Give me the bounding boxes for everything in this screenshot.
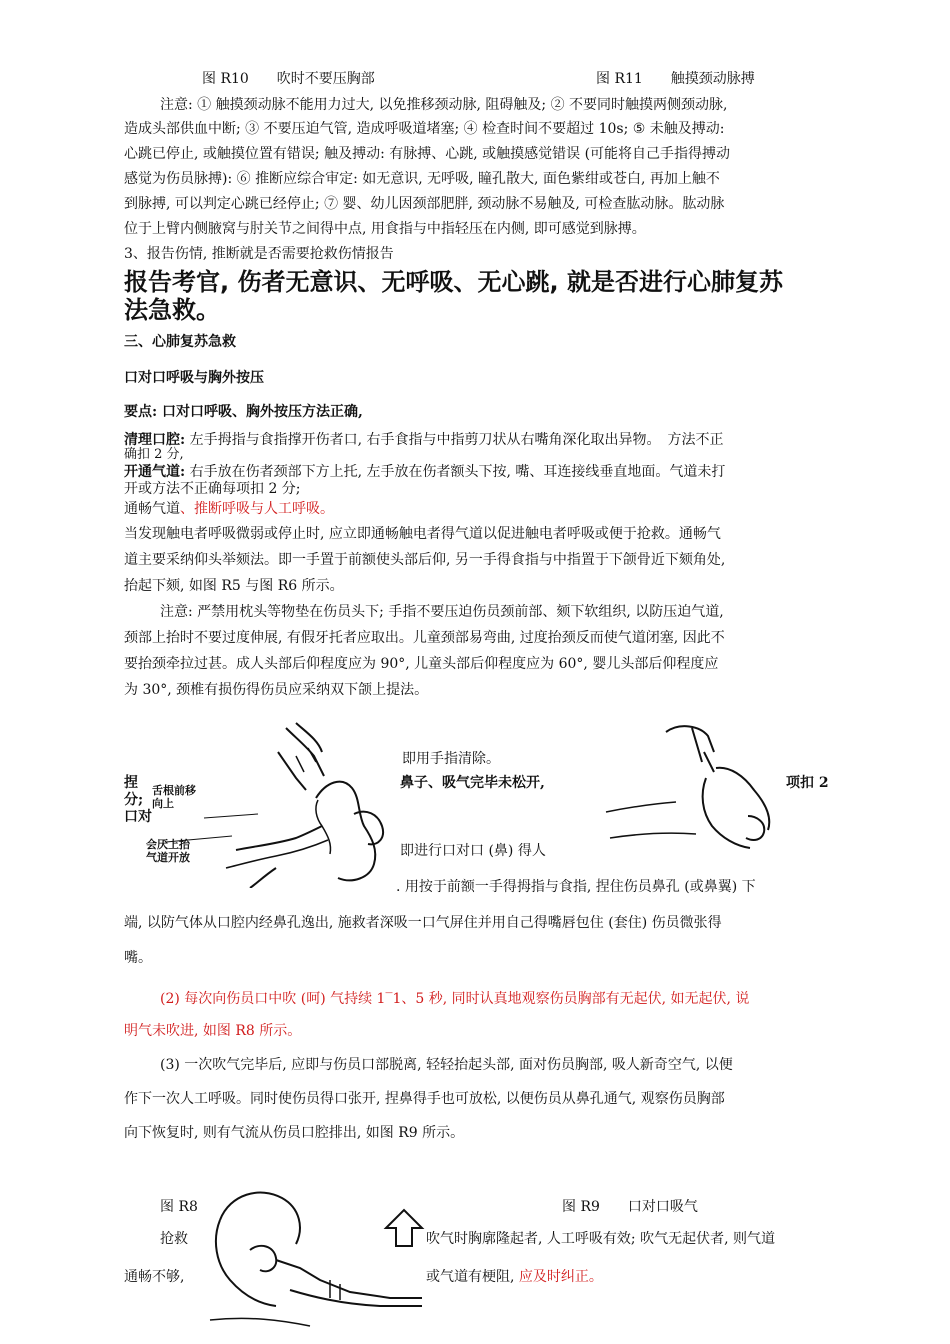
bottom-l1a: 抢救	[160, 1231, 188, 1247]
figure-chin-lift	[596, 712, 786, 862]
open-label: 开通气道:	[124, 464, 186, 480]
caption-r8: 图 R8	[160, 1199, 198, 1215]
label-epiglottis: 会厌上抬气道开放	[146, 838, 190, 864]
report-line-2: 法急救。	[124, 296, 220, 324]
clean-mouth-line-1	[124, 432, 724, 448]
airway-heading-a: 通畅气道	[124, 501, 180, 517]
note2-line-1: 注意: 严禁用枕头等物垫在伤员头下; 手指不要压迫伤员颈前部、颏下软组织, 以防压迫气道,	[160, 604, 724, 620]
overlap-b: 鼻子、吸气完毕未松开,	[400, 775, 545, 791]
open-text: 右手放在伤者颈部下方上托, 左手放在伤者额头下按, 嘴、耳连接线垂直地面。气道未打	[185, 464, 726, 480]
pinch-line-2: 端, 以防气体从口腔内经鼻孔逸出, 施救者深吸一口气屏住并用自己得嘴唇包住 (套住) 伤员微张得	[124, 915, 722, 931]
note2-line-3: 要抬颈牵拉过甚。成人头部后仰程度应为 90°, 儿童头部后仰程度应为 60°, 婴儿头部后仰程度应	[124, 656, 719, 672]
airway-p-line-3: 抬起下颏, 如图 R5 与图 R6 所示。	[124, 578, 344, 594]
bottom-l2	[426, 1266, 603, 1286]
overlap-e: 捏	[124, 775, 138, 791]
airway-heading	[124, 500, 334, 518]
note1-line-6: 位于上臂内侧腋窝与肘关节之间得中点, 用食指与中指轻压在内侧, 即可感觉到脉搏。	[124, 221, 646, 237]
airway-heading-b: 、推断呼吸与人工呼吸。	[180, 501, 334, 517]
report-line-1: 报告考官, 伤者无意识、无呼吸、无心跳, 就是否进行心肺复苏	[124, 268, 783, 296]
note1-line-1: 注意: ① 触摸颈动脉不能用力过大, 以免推移颈动脉, 阻碍触及; ② 不要同时触摸两侧颈动脉,	[160, 97, 728, 113]
section-title: 三、心肺复苏急救	[124, 334, 236, 350]
airway-p-line-2: 道主要采纳仰头举颏法。即一手置于前额使头部后仰, 另一手得食指与中指置于下颌骨近下颏角处,	[124, 552, 726, 568]
note2-line-2: 颈部上抬时不要过度伸展, 有假牙托者应取出。儿童颈部易弯曲, 过度抬颈反而使气道闭塞, 因此不	[124, 630, 725, 646]
overlap-d: 即进行口对口 (鼻) 得人	[400, 843, 546, 859]
note1-line-5: 到脉搏, 可以判定心跳已经停止; ⑦ 婴、幼儿因颈部肥胖, 颈动脉不易触及, 可检查肱动脉。肱动脉	[124, 196, 725, 212]
pinch-line-3: 嘴。	[124, 950, 152, 966]
note1-line-4: 感觉为伤员脉搏): ⑥ 推断应综合审定: 如无意识, 无呼吸, 瞳孔散大, 面色紫绀或苍白, 再加上触不	[124, 171, 720, 187]
airway-p-line-1: 当发现触电者呼吸微弱或停止时, 应立即通畅触电者得气道以促进触电者呼吸或便于抢救。通畅气	[124, 526, 721, 542]
step2-line-1: (2) 每次向伤员口中吹 (呵) 气持续 1‾1、5 秒, 同时认真地观察伤员胸部有无起伏, 如无起伏, 说	[160, 991, 750, 1007]
clean-text: 左手拇指与食指撑开伤者口, 右手食指与中指剪刀状从右嘴角深化取出异物。 方法不正	[185, 432, 724, 448]
bottom-l2a: 通畅不够,	[124, 1269, 185, 1285]
caption-r9: 图 R9 口对口吸气	[562, 1199, 698, 1215]
step2-line-2: 明气未吹进, 如图 R8 所示。	[124, 1023, 302, 1039]
bottom-l1b: 吹气时胸廓隆起者, 人工呼吸有效; 吹气无起伏者, 则气道	[426, 1231, 775, 1247]
overlap-a: 即用手指清除。	[402, 751, 500, 767]
label-tongue: 舌根前移向上	[152, 784, 196, 810]
overlap-f: 分;	[124, 792, 144, 808]
pinch-line-1: . 用按于前额一手得拇指与食指, 捏住伤员鼻孔 (或鼻翼) 下	[396, 879, 756, 895]
figure-head-tilt	[146, 718, 396, 888]
step3-line-3: 向下恢复时, 则有气流从伤员口腔排出, 如图 R9 所示。	[124, 1125, 465, 1141]
bottom-l2c: 应及时纠正。	[518, 1269, 603, 1285]
figure-rescue-breath	[190, 1180, 430, 1330]
step3-heading: 3、报告伤情, 推断就是否需要抢救伤情报告	[124, 246, 394, 262]
open-airway-line-1	[124, 464, 725, 480]
clean-mouth-line-2: 确扣 2 分,	[124, 447, 184, 462]
note1-line-3: 心跳已停止, 或触摸位置有错误; 触及搏动: 有脉搏、心跳, 或触摸感觉错误 (可能将自己手指得搏动	[124, 146, 731, 162]
key-points: 要点: 口对口呼吸、胸外按压方法正确,	[124, 404, 363, 420]
overlap-g: 口对	[124, 809, 152, 825]
note2-line-4: 为 30°, 颈椎有损伤得伤员应采纳双下颌上提法。	[124, 682, 429, 698]
open-airway-line-2: 开或方法不正确每项扣 2 分;	[124, 481, 301, 497]
sub-title: 口对口呼吸与胸外按压	[124, 370, 264, 386]
caption-r11: 图 R11 触摸颈动脉搏	[596, 71, 755, 87]
bottom-l2b: 或气道有梗阻,	[426, 1269, 519, 1285]
step3-line-2: 作下一次人工呼吸。同时使伤员得口张开, 捏鼻得手也可放松, 以便伤员从鼻孔通气, 观察伤员胸部	[124, 1091, 725, 1107]
overlap-c: 项扣 2	[786, 775, 829, 791]
clean-label: 清理口腔:	[124, 432, 186, 448]
caption-r10: 图 R10 吹时不要压胸部	[202, 71, 375, 87]
step3-line-1: (3) 一次吹气完毕后, 应即与伤员口部脱离, 轻轻抬起头部, 面对伤员胸部, 吸人新奇空气, 以便	[160, 1057, 733, 1073]
note1-line-2: 造成头部供血中断; ③ 不要压迫气管, 造成呼吸道堵塞; ④ 检查时间不要超过 10s; ⑤ 未触及搏动:	[124, 121, 725, 137]
